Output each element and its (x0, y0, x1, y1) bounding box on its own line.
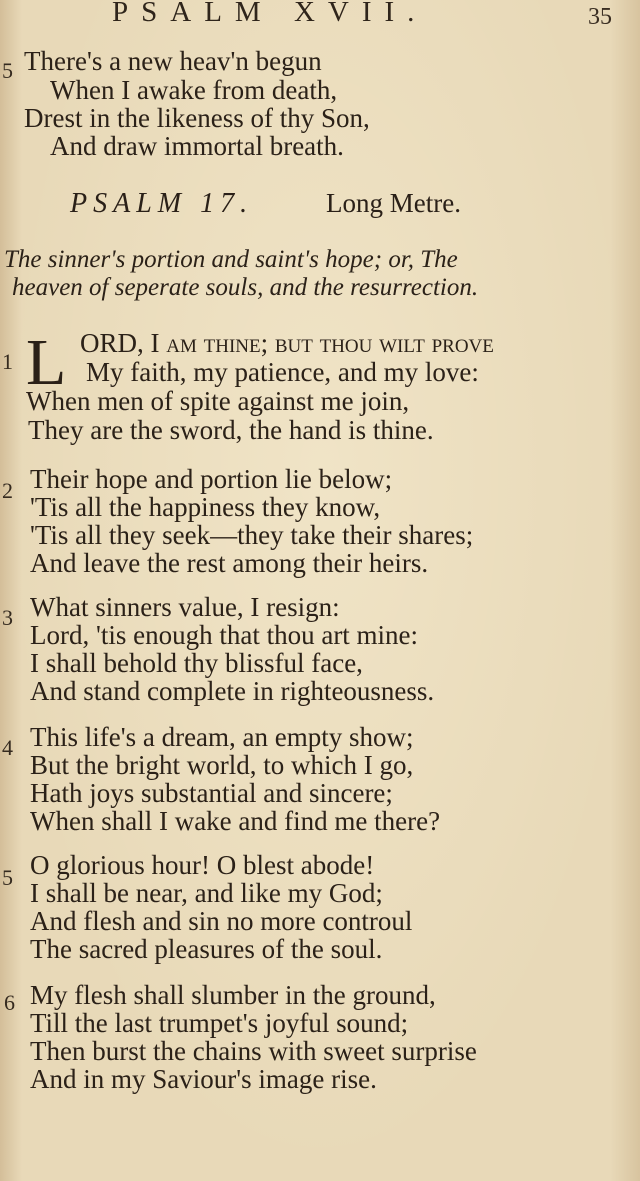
verse-line: Lord, 'tis enough that thou art mine: (30, 620, 419, 650)
verse-line: And leave the rest among their heirs. (30, 548, 429, 578)
verse-line: The sacred pleasures of the soul. (30, 934, 383, 964)
verse-number: 5 (2, 865, 13, 890)
verse-line: And draw immortal breath. (50, 131, 344, 161)
verse-line: O glorious hour! O blest abode! (30, 850, 375, 880)
subtitle-line: The sinner's portion and saint's hope; or, The (4, 246, 458, 273)
verse-line: And stand complete in righteousness. (30, 676, 435, 706)
subtitle-line: heaven of seperate souls, and the resurrection. (12, 274, 479, 301)
verse-line: ORD, I am thine; but thou wilt prove (80, 328, 494, 358)
verse-line: I shall behold thy blissful face, (30, 648, 363, 678)
verse-line: And flesh and sin no more controul (30, 906, 413, 936)
psalm-heading (70, 188, 630, 228)
verse-line: I shall be near, and like my God; (30, 878, 383, 908)
verse-line: Their hope and portion lie below; (30, 464, 393, 494)
verse-line: And in my Saviour's image rise. (30, 1064, 377, 1094)
verse-number: 6 (4, 990, 15, 1015)
verse-number: 2 (2, 478, 13, 503)
drop-cap: L (26, 326, 67, 399)
verse-number: 5 (2, 58, 13, 83)
verse-line: This life's a dream, an empty show; (30, 722, 414, 752)
verse-line: What sinners value, I resign: (30, 592, 340, 622)
running-head-title: PSALM XVII. (112, 0, 428, 28)
verse-line: Then burst the chains with sweet surprise (30, 1036, 477, 1066)
psalm-metre: Long Metre. (326, 188, 461, 218)
verse-line: My faith, my patience, and my love: (86, 357, 479, 387)
verse-line: But the bright world, to which I go, (30, 750, 414, 780)
verse-line: My flesh shall slumber in the ground, (30, 980, 436, 1010)
verse-number: 1 (2, 349, 13, 374)
verse-line: They are the sword, the hand is thine. (28, 415, 434, 445)
verse-line: When I awake from death, (50, 75, 338, 105)
verse-line: When shall I wake and find me there? (30, 806, 441, 836)
verse-line: There's a new heav'n begun (24, 46, 322, 76)
running-head (0, 0, 640, 30)
page-number: 35 (588, 4, 612, 30)
psalm-title: PSALM 17. (70, 188, 254, 219)
verse-line: Drest in the likeness of thy Son, (24, 103, 370, 133)
verse-line: When men of spite against me join, (26, 386, 410, 416)
verse-number: 3 (2, 605, 13, 630)
verse-line: Hath joys substantial and sincere; (30, 778, 393, 808)
verse-line: 'Tis all the happiness they know, (30, 492, 381, 522)
verse-line: Till the last trumpet's joyful sound; (30, 1008, 409, 1038)
verse-number: 4 (2, 735, 13, 760)
verse-line: 'Tis all they seek—they take their shares; (30, 520, 474, 550)
